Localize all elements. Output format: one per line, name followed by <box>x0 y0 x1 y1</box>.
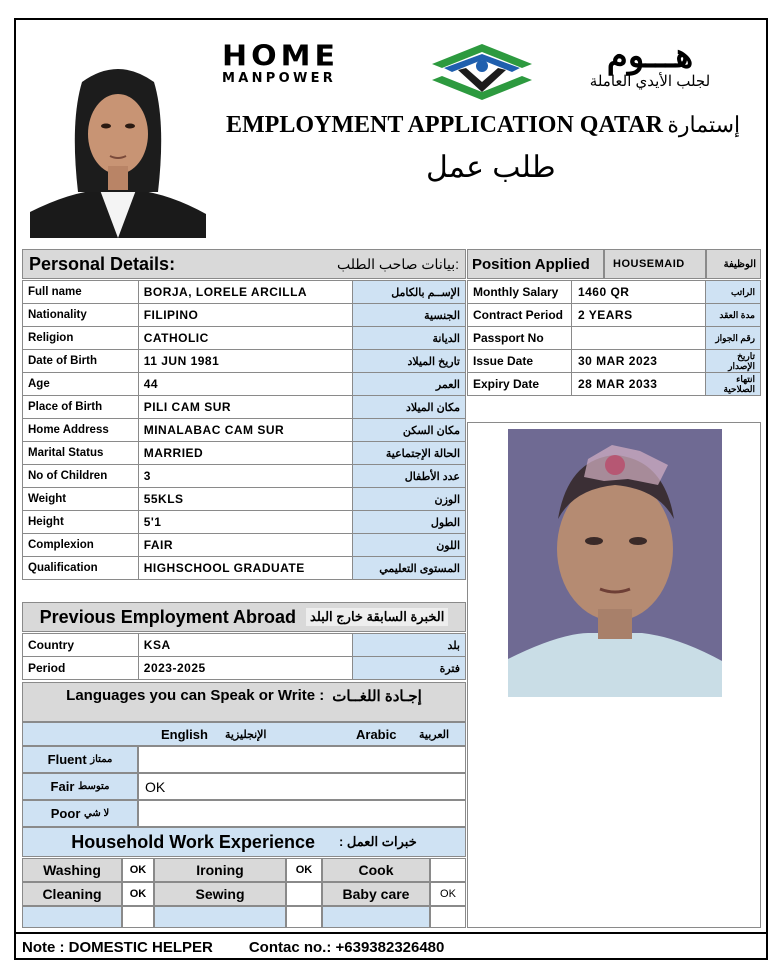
personal-label: Religion <box>23 327 139 350</box>
language-level-label <box>22 800 138 827</box>
skill-name: Ironing <box>196 862 244 878</box>
form-title <box>226 112 761 139</box>
skill-value: OK <box>129 864 147 876</box>
personal-row <box>23 534 466 557</box>
skill-value: OK <box>440 888 456 900</box>
personal-details-header <box>22 249 466 279</box>
logo-home-text: HOME <box>222 39 339 74</box>
personal-label: Weight <box>23 488 139 511</box>
personal-row <box>23 373 466 396</box>
personal-header-ar: بيانات صاحب الطلب: <box>337 255 459 272</box>
personal-row <box>23 511 466 534</box>
personal-header-en: Personal Details: <box>29 253 176 274</box>
position-label: Issue Date <box>468 350 572 373</box>
logo-text-ar <box>552 38 748 90</box>
personal-label: Home Address <box>23 419 139 442</box>
language-english-cell <box>138 800 466 827</box>
personal-label-ar: تاريخ الميلاد <box>353 350 466 373</box>
personal-label: Height <box>23 511 139 534</box>
previous-label-ar: فترة <box>353 657 466 680</box>
household-header-en: Household Work Experience <box>71 831 315 852</box>
position-value-text: HOUSEMAID <box>613 258 685 270</box>
personal-row <box>23 442 466 465</box>
household-skill-value <box>122 858 154 882</box>
logo-text-en <box>222 39 412 86</box>
previous-row <box>23 634 466 657</box>
position-value: 30 MAR 2023 <box>571 350 705 373</box>
personal-value: MARRIED <box>138 442 353 465</box>
position-label-ar: تاريخ الإصدار <box>706 350 761 373</box>
personal-label: Age <box>23 373 139 396</box>
household-header-ar: خبرات العمل : <box>338 834 417 849</box>
personal-details-table <box>22 280 466 580</box>
household-skill-label <box>322 858 430 882</box>
position-label: Passport No <box>468 327 572 350</box>
personal-value: 5'1 <box>138 511 353 534</box>
languages-header-en: Languages you can Speak or Write : <box>66 687 325 704</box>
household-skill-label <box>154 858 286 882</box>
title-arabic-inline: إستمارة <box>667 112 741 137</box>
lang-level-ar: ممتاز <box>90 754 113 765</box>
position-value <box>604 249 706 279</box>
position-label-ar: انتهاء الصلاحية <box>706 373 761 396</box>
language-level-label <box>22 746 138 773</box>
lang-level-ar: متوسط <box>78 781 110 792</box>
position-value: 1460 QR <box>571 281 705 304</box>
household-empty-label <box>22 906 122 928</box>
skill-name: Cook <box>358 862 394 878</box>
previous-employment-header <box>22 602 466 632</box>
household-skill-value <box>286 858 322 882</box>
lang-level-en: Fluent <box>47 752 87 767</box>
position-value: 2 YEARS <box>571 304 705 327</box>
passport-photo <box>508 429 722 697</box>
position-label-ar: رقم الجواز <box>706 327 761 350</box>
personal-value: MINALABAC CAM SUR <box>138 419 353 442</box>
previous-row <box>23 657 466 680</box>
personal-label: Date of Birth <box>23 350 139 373</box>
personal-label-ar: الطول <box>353 511 466 534</box>
passport-photo-frame <box>467 422 761 928</box>
previous-header-ar: الخبرة السابقة خارج البلد <box>306 608 448 626</box>
application-form <box>14 18 768 960</box>
household-skill-value <box>286 882 322 906</box>
lang-english-value: OK <box>145 778 166 795</box>
skill-name: Baby care <box>342 886 410 902</box>
personal-label-ar: المستوى التعليمي <box>353 557 466 580</box>
position-label-ar: الراتب <box>706 281 761 304</box>
personal-value: PILI CAM SUR <box>138 396 353 419</box>
position-value <box>571 327 705 350</box>
personal-label: No of Children <box>23 465 139 488</box>
skill-name: Cleaning <box>42 886 102 902</box>
household-skill-label <box>154 882 286 906</box>
position-header-en: Position Applied <box>472 255 590 273</box>
personal-value: FAIR <box>138 534 353 557</box>
languages-header-ar: إجـادة اللغــات <box>332 688 422 705</box>
lang-col-english-ar: الإنجليزية <box>225 728 267 741</box>
personal-row <box>23 304 466 327</box>
household-skill-label <box>22 858 122 882</box>
personal-value: FILIPINO <box>138 304 353 327</box>
household-header <box>22 827 466 857</box>
logo-arabic-name: هـــوم <box>606 37 694 75</box>
previous-employment-table <box>22 633 466 680</box>
personal-value: 3 <box>138 465 353 488</box>
personal-label-ar: مكان الميلاد <box>353 396 466 419</box>
personal-value: 55KLS <box>138 488 353 511</box>
personal-row <box>23 419 466 442</box>
previous-label: Period <box>23 657 139 680</box>
previous-value: KSA <box>138 634 352 657</box>
position-row <box>468 373 761 396</box>
personal-value: BORJA, LORELE ARCILLA <box>138 281 353 304</box>
footer-contact: Contac no.: +639382326480 <box>248 938 445 956</box>
position-row <box>468 350 761 373</box>
household-empty-value <box>430 906 466 928</box>
household-skill-label <box>22 882 122 906</box>
position-label: Monthly Salary <box>468 281 572 304</box>
lang-level-ar: لا شي <box>84 808 110 819</box>
lang-level-en: Fair <box>50 779 75 794</box>
logo-manpower-text: MANPOWER <box>222 71 337 86</box>
personal-row <box>23 350 466 373</box>
household-empty-value <box>122 906 154 928</box>
personal-label: Place of Birth <box>23 396 139 419</box>
personal-row <box>23 396 466 419</box>
lang-col-arabic: Arabic <box>356 726 397 742</box>
position-table <box>467 280 761 396</box>
personal-label: Qualification <box>23 557 139 580</box>
title-english: EMPLOYMENT APPLICATION QATAR <box>226 112 663 138</box>
language-level-label <box>22 773 138 800</box>
personal-value: CATHOLIC <box>138 327 353 350</box>
personal-label-ar: اللون <box>353 534 466 557</box>
logo-arabic-tagline: لجلب الأيدي العاملة <box>589 73 711 90</box>
previous-value: 2023-2025 <box>138 657 352 680</box>
personal-label-ar: عدد الأطفال <box>353 465 466 488</box>
lang-level-en: Poor <box>50 806 81 821</box>
personal-label-ar: مكان السكن <box>353 419 466 442</box>
personal-label-ar: العمر <box>353 373 466 396</box>
title-arabic-subtitle: طلب عمل <box>426 151 556 184</box>
personal-value: HIGHSCHOOL GRADUATE <box>138 557 353 580</box>
position-ar-text: الوظيفة <box>723 258 756 270</box>
personal-row <box>23 557 466 580</box>
personal-value: 44 <box>138 373 353 396</box>
personal-label-ar: الحالة الإجتماعية <box>353 442 466 465</box>
personal-label: Nationality <box>23 304 139 327</box>
lang-col-english: English <box>161 726 208 742</box>
position-header <box>467 249 604 279</box>
position-row <box>468 327 761 350</box>
household-empty-label <box>322 906 430 928</box>
skill-name: Sewing <box>195 886 245 902</box>
footer-bar <box>16 932 766 960</box>
position-label: Contract Period <box>468 304 572 327</box>
position-label: Expiry Date <box>468 373 572 396</box>
company-logo <box>222 38 752 104</box>
personal-label-ar: الديانة <box>353 327 466 350</box>
household-skill-value <box>122 882 154 906</box>
lang-col-arabic-ar: العربية <box>419 728 450 741</box>
personal-row <box>23 488 466 511</box>
skill-value: OK <box>295 864 313 876</box>
portrait-photo <box>30 52 206 238</box>
personal-label: Full name <box>23 281 139 304</box>
skill-name: Washing <box>43 862 101 878</box>
personal-value: 11 JUN 1981 <box>138 350 353 373</box>
personal-label: Marital Status <box>23 442 139 465</box>
personal-label-ar: الإســم بالكامل <box>353 281 466 304</box>
skill-value: OK <box>129 888 147 900</box>
previous-label-ar: بلد <box>353 634 466 657</box>
household-empty-label <box>154 906 286 928</box>
position-value: 28 MAR 2033 <box>571 373 705 396</box>
footer-note: Note : DOMESTIC HELPER <box>22 938 213 956</box>
logo-emblem-icon <box>422 42 542 102</box>
languages-column-header <box>22 722 466 746</box>
previous-header-en: Previous Employment Abroad <box>39 606 297 627</box>
position-ar <box>706 249 761 279</box>
personal-label-ar: الجنسية <box>353 304 466 327</box>
personal-row <box>23 281 466 304</box>
position-row <box>468 304 761 327</box>
personal-row <box>23 465 466 488</box>
language-english-cell <box>138 746 466 773</box>
previous-label: Country <box>23 634 139 657</box>
household-empty-value <box>286 906 322 928</box>
personal-row <box>23 327 466 350</box>
household-skill-label <box>322 882 430 906</box>
position-row <box>468 281 761 304</box>
position-label-ar: مدة العقد <box>706 304 761 327</box>
personal-label: Complexion <box>23 534 139 557</box>
household-skill-value <box>430 882 466 906</box>
household-skill-value <box>430 858 466 882</box>
languages-header <box>22 682 466 722</box>
personal-label-ar: الوزن <box>353 488 466 511</box>
language-english-cell <box>138 773 466 800</box>
